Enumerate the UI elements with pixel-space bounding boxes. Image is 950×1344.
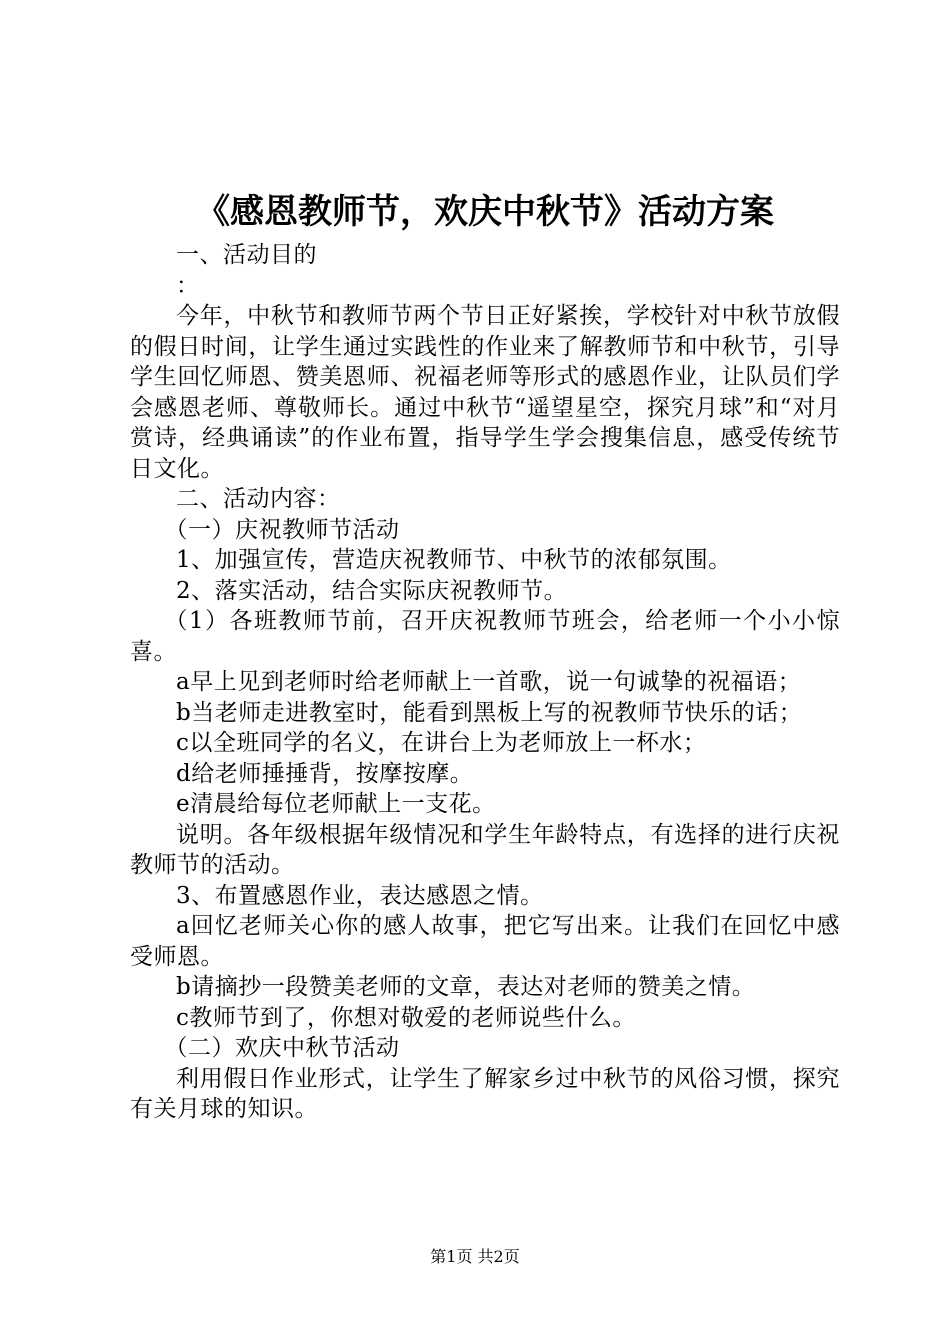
paragraph-purpose: 今年，中秋节和教师节两个节日正好紧挨，学校针对中秋节放假的假日时间，让学生通过实践性的作业来了解教师节和中秋节，引导学生回忆师恩、赞美恩师、祝福老师等形式的感恩作业，让队员们学会感恩老师、尊敬师长。通过中秋节“遥望星空，探究月球”和“对月赏诗，经典诵读”的作业布置，指导学生学会搜集信息，感受传统节日文化。 xyxy=(130,303,840,482)
item-c-water: c以全班同学的名义，在讲台上为老师放上一杯水； xyxy=(176,730,707,756)
paragraph-mid-autumn: 利用假日作业形式，让学生了解家乡过中秋节的风俗习惯，探究有关月球的知识。 xyxy=(130,1065,840,1122)
document-title: 《感恩教师节，欢庆中秋节》活动方案 xyxy=(196,192,774,232)
item-class-meeting: （1）各班教师节前，召开庆祝教师节班会，给老师一个小小惊喜。 xyxy=(130,608,840,665)
item-b-blackboard: b当老师走进教室时，能看到黑板上写的祝教师节快乐的话； xyxy=(176,699,803,726)
subheading-teachers-day: （一）庆祝教师节活动 xyxy=(164,516,400,543)
item-publicity: 1、加强宣传，营造庆祝教师节、中秋节的浓郁氛围。 xyxy=(176,547,732,573)
homework-a: a回忆老师关心你的感人故事，把它写出来。让我们在回忆中感受师恩。 xyxy=(130,913,840,970)
subheading-mid-autumn: （二）欢庆中秋节活动 xyxy=(164,1035,400,1061)
item-gratitude-homework: 3、布置感恩作业，表达感恩之情。 xyxy=(176,882,544,909)
item-d-massage: d给老师捶捶背，按摩按摩。 xyxy=(176,760,474,787)
homework-c: c教师节到了，你想对敬爱的老师说些什么。 xyxy=(176,1004,636,1031)
colon-line: ： xyxy=(176,272,200,299)
document-body xyxy=(130,240,840,1125)
page-number-footer: 第1页 共2页 xyxy=(430,1247,520,1266)
section-heading-content: 二、活动内容： xyxy=(176,486,341,512)
section-heading-purpose: 一、活动目的 xyxy=(176,242,317,268)
item-e-flower: e清晨给每位老师献上一支花。 xyxy=(176,791,496,817)
homework-b: b请摘抄一段赞美老师的文章，表达对老师的赞美之情。 xyxy=(176,974,756,1000)
item-implement: 2、落实活动，结合实际庆祝教师节。 xyxy=(176,577,568,604)
note-paragraph: 说明。各年级根据年级情况和学生年龄特点，有选择的进行庆祝教师节的活动。 xyxy=(130,821,840,878)
item-a-song: a早上见到老师时给老师献上一首歌，说一句诚挚的祝福语； xyxy=(176,669,802,695)
